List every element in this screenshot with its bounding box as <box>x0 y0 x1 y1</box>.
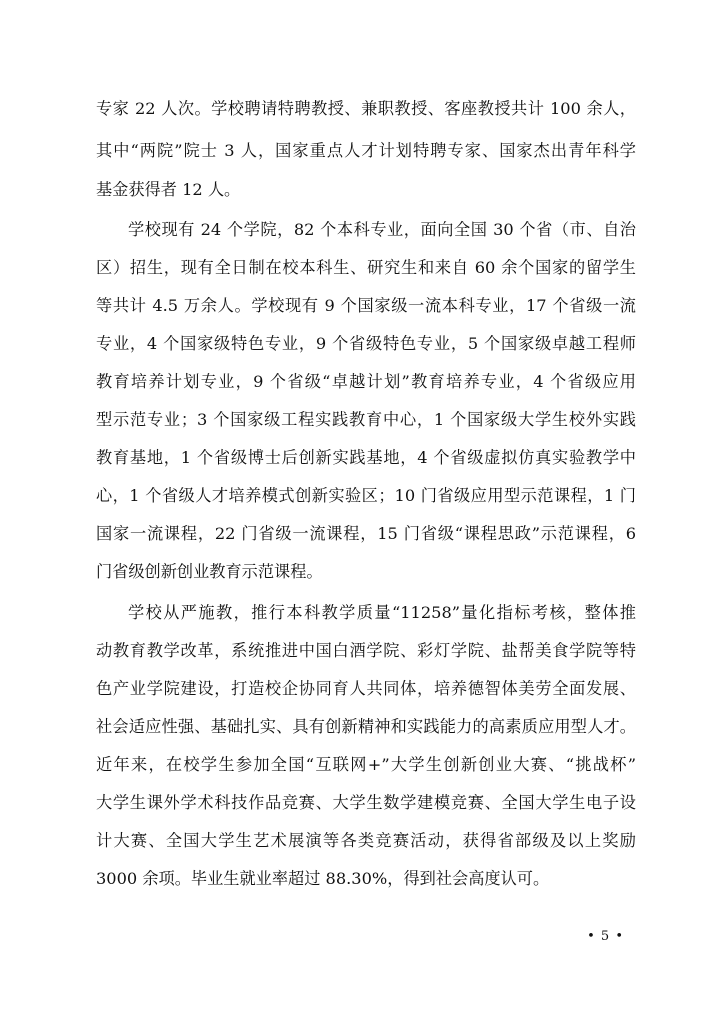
paragraph-1-line-3: 基金获得者 12 人。 <box>96 180 241 199</box>
page-number: • 5 • <box>587 929 624 944</box>
paragraph-2-line-4: 专业，4 个国家级特色专业，9 个省级特色专业，5 个国家级卓越工程师 <box>96 334 636 353</box>
paragraph-2-line-3: 等共计 4.5 万余人。学校现有 9 个国家级一流本科专业，17 个省级一流 <box>96 296 636 315</box>
paragraph-3-line-4: 社会适应性强、基础扎实、具有创新精神和实践能力的高素质应用型人才。 <box>96 717 636 736</box>
paragraph-2-line-8: 心，1 个省级人才培养模式创新实验区；10 门省级应用型示范课程，1 门 <box>96 486 636 505</box>
paragraph-3-line-2: 动教育教学改革，系统推进中国白酒学院、彩灯学院、盐帮美食学院等特 <box>96 641 636 660</box>
paragraph-3-line-3: 色产业学院建设，打造校企协同育人共同体，培养德智体美劳全面发展、 <box>96 679 636 698</box>
paragraph-2-line-1: 学校现有 24 个学院，82 个本科专业，面向全国 30 个省（市、自治 <box>128 220 636 239</box>
paragraph-2-line-10: 门省级创新创业教育示范课程。 <box>96 562 323 581</box>
paragraph-2-line-7: 教育基地，1 个省级博士后创新实践基地，4 个省级虚拟仿真实验教学中 <box>96 448 636 467</box>
paragraph-1-line-1: 专家 22 人次。学校聘请特聘教授、兼职教授、客座教授共计 100 余人， <box>96 99 636 118</box>
paragraph-3-line-6: 大学生课外学术科技作品竞赛、大学生数学建模竞赛、全国大学生电子设 <box>96 793 636 812</box>
paragraph-3-line-5: 近年来，在校学生参加全国“互联网+”大学生创新创业大赛、“挑战杯” <box>96 755 636 774</box>
paragraph-3-line-8: 3000 余项。毕业生就业率超过 88.30%，得到社会高度认可。 <box>96 869 550 888</box>
paragraph-2-line-6: 型示范专业；3 个国家级工程实践教育中心，1 个国家级大学生校外实践 <box>96 410 636 429</box>
paragraph-2-line-9: 国家一流课程，22 门省级一流课程，15 门省级“课程思政”示范课程，6 <box>96 524 636 543</box>
paragraph-2-line-2: 区）招生，现有全日制在校本科生、研究生和来自 60 余个国家的留学生 <box>96 258 636 277</box>
paragraph-2-line-5: 教育培养计划专业，9 个省级“卓越计划”教育培养专业，4 个省级应用 <box>96 372 636 391</box>
paragraph-1-line-2: 其中“两院”院士 3 人，国家重点人才计划特聘专家、国家杰出青年科学 <box>96 141 636 160</box>
paragraph-3-line-1: 学校从严施教，推行本科教学质量“11258”量化指标考核，整体推 <box>128 603 636 622</box>
paragraph-3-line-7: 计大赛、全国大学生艺术展演等各类竞赛活动，获得省部级及以上奖励 <box>96 831 636 850</box>
